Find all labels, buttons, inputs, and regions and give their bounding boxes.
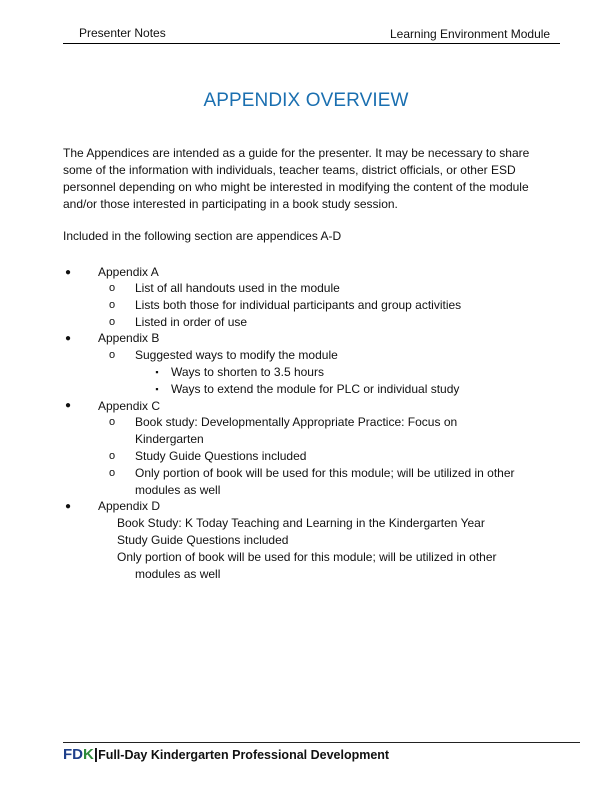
appendix-d-item: Book Study: K Today Teaching and Learning in the Kindergarten Year bbox=[117, 516, 485, 530]
sub-bullet-icon: o bbox=[108, 316, 116, 328]
appendix-c-label: Appendix C bbox=[98, 399, 161, 413]
logo-letter-d: D bbox=[72, 746, 84, 763]
appendix-b-subitem: Ways to extend the module for PLC or individual study bbox=[171, 382, 460, 396]
logo-separator: | bbox=[93, 746, 99, 763]
footer-divider bbox=[63, 742, 580, 743]
appendix-b-label: Appendix B bbox=[98, 331, 160, 345]
appendix-c-item: Book study: Developmentally Appropriate Practice: Focus on bbox=[135, 415, 458, 429]
appendix-a-item: Listed in order of use bbox=[135, 315, 248, 329]
appendix-c-item-continued: modules as well bbox=[135, 483, 221, 497]
appendix-d-item-continued: modules as well bbox=[135, 567, 221, 581]
appendix-d-label: Appendix D bbox=[98, 499, 161, 513]
bullet-icon: ● bbox=[64, 400, 72, 411]
appendix-d-item: Study Guide Questions included bbox=[117, 533, 289, 547]
intro-paragraph: The Appendices are intended as a guide for the presenter. It may be necessary to share some of the information with individuals, teacher teams, district officials, or other ESD personnel depending on who might be interested in modifying the content of the module and/or those interested in participating in a book study session. bbox=[63, 146, 530, 211]
sub-bullet-icon: o bbox=[108, 349, 116, 361]
appendix-d-item: Only portion of book will be used for this module; will be utilized in other bbox=[117, 550, 497, 564]
appendix-c-item-continued: Kindergarten bbox=[135, 432, 204, 446]
header-divider bbox=[63, 43, 560, 44]
sub-bullet-icon: o bbox=[108, 467, 116, 479]
appendix-c-item: Only portion of book will be used for this module; will be utilized in other bbox=[135, 466, 515, 480]
logo-letter-k: K bbox=[83, 746, 94, 763]
square-bullet-icon: ▪ bbox=[155, 384, 159, 394]
header-left-text: Presenter Notes bbox=[79, 26, 166, 40]
appendix-c-item: Study Guide Questions included bbox=[135, 449, 307, 463]
bullet-icon: ● bbox=[64, 333, 72, 344]
bullet-icon: ● bbox=[64, 267, 72, 278]
sub-bullet-icon: o bbox=[108, 416, 116, 428]
sub-bullet-icon: o bbox=[108, 282, 116, 294]
sub-bullet-icon: o bbox=[108, 450, 116, 462]
bullet-icon: ● bbox=[64, 501, 72, 512]
included-sentence: Included in the following section are appendices A-D bbox=[63, 229, 342, 243]
appendix-b-item: Suggested ways to modify the module bbox=[135, 348, 338, 362]
footer-branding bbox=[63, 746, 389, 763]
header-right-text: Learning Environment Module bbox=[390, 27, 551, 41]
page-title: APPENDIX OVERVIEW bbox=[203, 90, 409, 111]
appendix-b-subitem: Ways to shorten to 3.5 hours bbox=[171, 365, 324, 379]
logo-letter-f: F bbox=[63, 746, 73, 763]
sub-bullet-icon: o bbox=[108, 299, 116, 311]
square-bullet-icon: ▪ bbox=[155, 367, 159, 377]
appendix-a-item: Lists both those for individual participants and group activities bbox=[135, 298, 462, 312]
appendix-a-label: Appendix A bbox=[98, 265, 159, 279]
footer-text: Full-Day Kindergarten Professional Development bbox=[98, 748, 390, 762]
appendix-a-item: List of all handouts used in the module bbox=[135, 281, 340, 295]
